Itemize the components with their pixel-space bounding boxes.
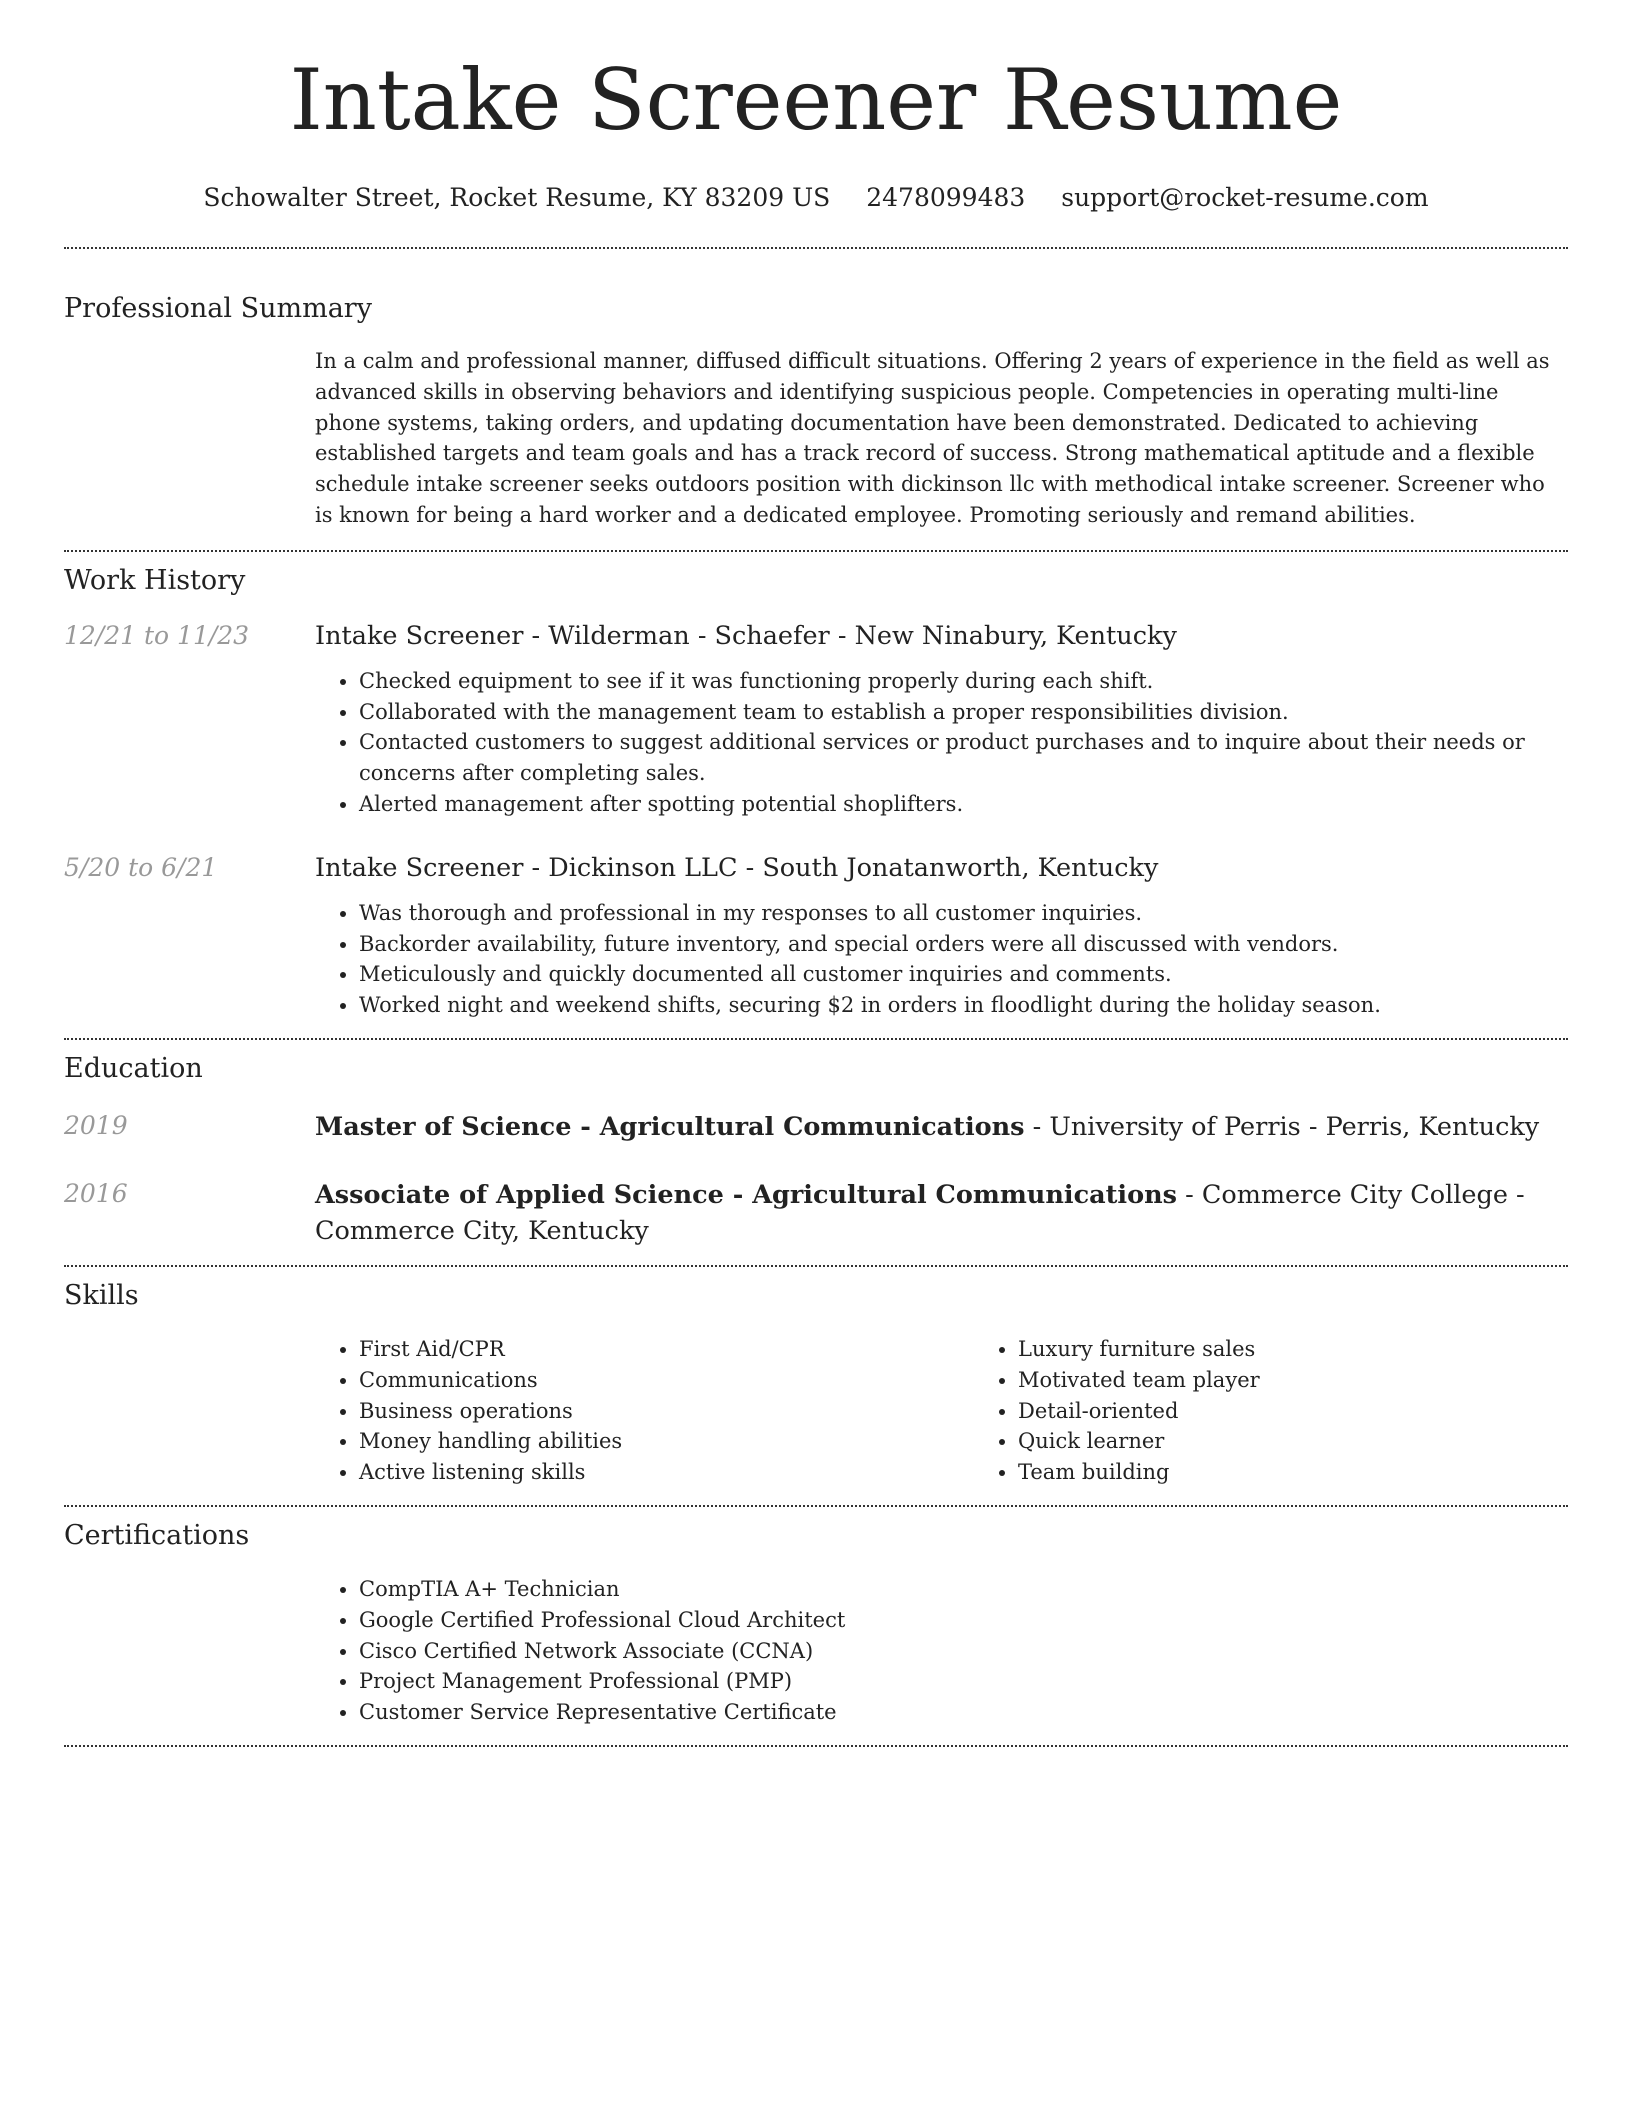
job-dates: 12/21 to 11/23 [64, 620, 250, 650]
education-entry [64, 1109, 1568, 1145]
resume-title: Intake Screener Resume [289, 51, 1343, 149]
contact-address: Schowalter Street, Rocket Resume, KY 83209 US [203, 183, 831, 212]
skill-item: • Business operations [359, 1396, 974, 1427]
skill-item: • Quick learner [1018, 1426, 1632, 1457]
education-degree: Associate of Applied Science - Agricultural Communications [315, 1179, 1177, 1210]
certifications-heading: Certifications [64, 1519, 250, 1551]
education-entry [64, 1177, 1568, 1249]
skill-item: • Active listening skills [359, 1457, 974, 1488]
skills-list-right [974, 1334, 1632, 1488]
job-bullet: • Collaborated with the management team to establish a proper responsibilities division. [359, 697, 1568, 728]
job-bullet: • Contacted customers to suggest additional services or product purchases and to inquire about their needs or concerns after completing sales. [359, 727, 1568, 789]
education-heading: Education [64, 1052, 203, 1084]
certification-item: • Google Certified Professional Cloud Architect [359, 1605, 1568, 1636]
divider [64, 1038, 1568, 1040]
job-dates: 5/20 to 6/21 [64, 852, 218, 882]
skill-item: • Team building [1018, 1457, 1632, 1488]
divider [64, 550, 1568, 552]
education-school: - University of Perris - Perris, Kentucky [1024, 1111, 1540, 1142]
divider [64, 1745, 1568, 1747]
skill-item: • Money handling abilities [359, 1426, 974, 1457]
contact-email: support@rocket-resume.com [1061, 183, 1429, 212]
work-heading: Work History [64, 564, 246, 596]
certifications-list [315, 1574, 1568, 1728]
certification-item: • Project Management Professional (PMP) [359, 1666, 1568, 1697]
summary-text: In a calm and professional manner, diffused difficult situations. Offering 2 years of experience in the field as well as advanced skills in observing behaviors and identifying suspicious people. Competencies in operating multi-line phone systems, taking orders, and updating documentation have been demonstrated. Dedicated to achieving established targets and team goals and has a track record of success. Strong mathematical aptitude and a flexible schedule intake screener seeks outdoors position with dickinson llc with methodical intake screener. Screener who is known for being a hard worker and a dedicated employee. Promoting seriously and remand abilities. [315, 349, 1550, 527]
job-entry [64, 851, 1568, 1021]
job-bullet: • Worked night and weekend shifts, securing $2 in orders in floodlight during the holiday season. [359, 990, 1568, 1021]
job-title: Intake Screener - Wilderman - Schaefer - New Ninabury, Kentucky [315, 620, 1177, 651]
skill-item: • Luxury furniture sales [1018, 1334, 1632, 1365]
job-bullet: • Checked equipment to see if it was functioning properly during each shift. [359, 666, 1568, 697]
education-school: - Commerce City College - Commerce City, Kentucky [315, 1179, 1525, 1246]
job-bullets [315, 666, 1568, 820]
job-entry [64, 619, 1568, 820]
education-year: 2016 [64, 1178, 128, 1208]
skill-item: • First Aid/CPR [359, 1334, 974, 1365]
education-degree: Master of Science - Agricultural Communications [315, 1111, 1025, 1142]
contact-info [64, 180, 1568, 216]
certification-item: • Customer Service Representative Certificate [359, 1697, 1568, 1728]
skills-list-left [315, 1334, 974, 1488]
education-year: 2019 [64, 1110, 128, 1140]
summary-heading: Professional Summary [64, 293, 372, 324]
resume-page [64, 0, 1568, 1747]
job-title: Intake Screener - Dickinson LLC - South Jonatanworth, Kentucky [315, 852, 1159, 883]
divider [64, 247, 1568, 249]
certification-item: • Cisco Certified Network Associate (CCNA) [359, 1636, 1568, 1667]
job-bullet: • Meticulously and quickly documented all customer inquiries and comments. [359, 959, 1568, 990]
job-bullet: • Backorder availability, future inventory, and special orders were all discussed with vendors. [359, 929, 1568, 960]
divider [64, 1505, 1568, 1507]
skill-item: • Detail-oriented [1018, 1396, 1632, 1427]
skill-item: • Motivated team player [1018, 1365, 1632, 1396]
job-bullet: • Alerted management after spotting potential shoplifters. [359, 789, 1568, 820]
skills-heading: Skills [64, 1279, 139, 1311]
certification-item: • CompTIA A+ Technician [359, 1574, 1568, 1605]
job-bullets [315, 898, 1568, 1021]
job-bullet: • Was thorough and professional in my responses to all customer inquiries. [359, 898, 1568, 929]
contact-phone: 2478099483 [866, 183, 1026, 212]
divider [64, 1265, 1568, 1267]
skill-item: • Communications [359, 1365, 974, 1396]
